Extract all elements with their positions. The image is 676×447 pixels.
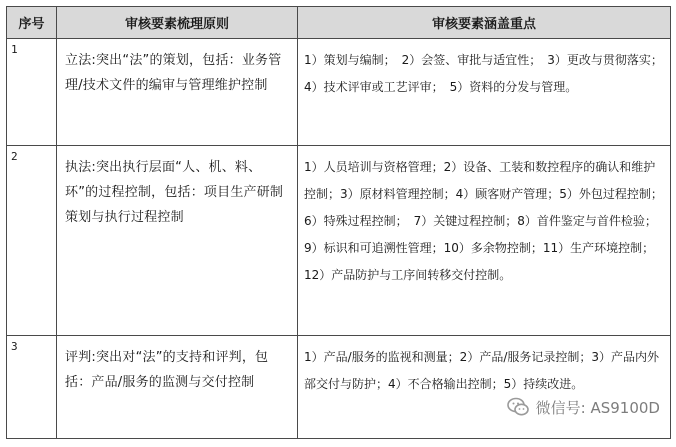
row-number-cell xyxy=(7,336,57,439)
row-number-cell xyxy=(7,146,57,336)
table-row xyxy=(7,146,671,336)
principle-text: 立法:突出“法”的策划，包括：业务管理/技术文件的编审与管理维护控制 xyxy=(65,53,282,93)
table-row xyxy=(7,39,671,146)
focus-text: 1）产品/服务的监视和测量；2）产品/服务记录控制；3）产品内外部交付与防护；4）不合格输出控制；5）持续改进。 xyxy=(304,350,659,391)
header-focus: 审核要素涵盖重点 xyxy=(298,7,671,39)
principle-cell xyxy=(57,39,298,146)
principle-text: 执法:突出执行层面“人、机、料、环”的过程控制，包括：项目生产研制策划与执行过程控制 xyxy=(65,160,284,225)
row-number: 1 xyxy=(11,43,18,56)
audit-elements-table xyxy=(6,6,671,439)
focus-text: 1）人员培训与资格管理；2）设备、工装和数控程序的确认和维护控制；3）原材料管理控制；4）顾客财产管理；5）外包过程控制；6）特殊过程控制； 7）关键过程控制；8）首件鉴定与首件检验； 9）标识和可追溯性管理；10）多余物控制；11）生产环境控制；12）产品防护与工序间转移交付控制。 xyxy=(304,160,663,282)
wechat-icon xyxy=(506,395,530,419)
focus-cell xyxy=(298,336,671,439)
row-number-cell xyxy=(7,39,57,146)
focus-cell xyxy=(298,39,671,146)
principle-cell xyxy=(57,146,298,336)
table-row xyxy=(7,336,671,439)
table-header-row xyxy=(7,7,671,39)
watermark-text: 微信号: AS9100D xyxy=(535,398,660,417)
wechat-watermark xyxy=(506,395,660,419)
header-no: 序号 xyxy=(7,7,57,39)
principle-cell xyxy=(57,336,298,439)
focus-text: 1）策划与编制； 2）会签、审批与适宜性； 3）更改与贯彻落实；4）技术评审或工艺评审； 5）资料的分发与管理。 xyxy=(304,53,663,94)
row-number: 2 xyxy=(11,150,18,163)
focus-cell xyxy=(298,146,671,336)
header-principle: 审核要素梳理原则 xyxy=(57,7,298,39)
principle-text: 评判:突出对“法”的支持和评判，包括：产品/服务的监测与交付控制 xyxy=(65,350,269,390)
row-number: 3 xyxy=(11,340,18,353)
